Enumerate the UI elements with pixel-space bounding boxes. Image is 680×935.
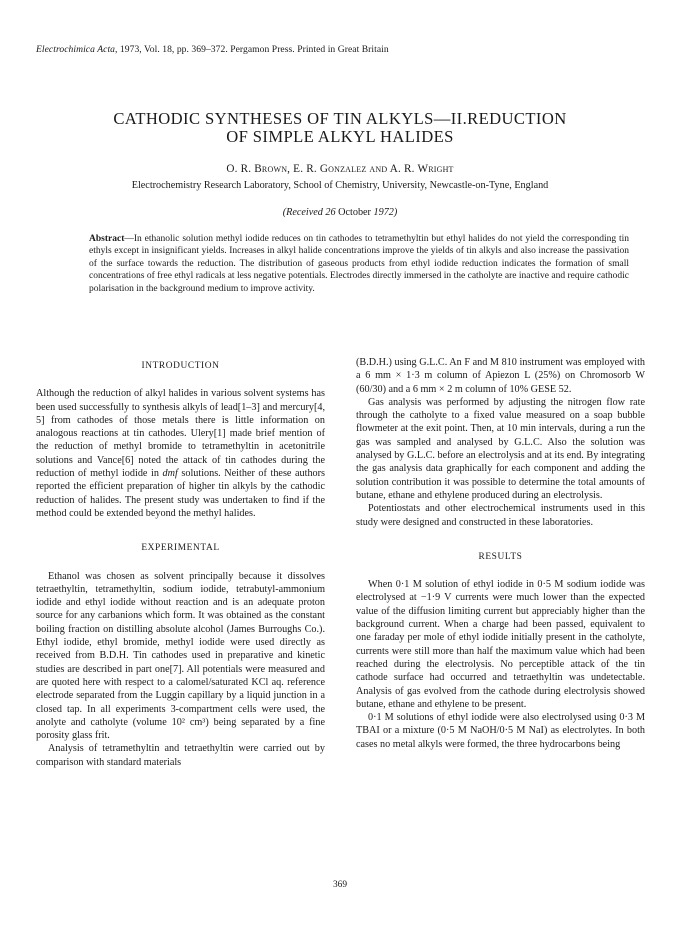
journal-citation <box>36 44 389 55</box>
experimental-heading: EXPERIMENTAL <box>141 543 220 554</box>
right-column <box>356 356 645 751</box>
results-heading: RESULTS <box>478 551 523 562</box>
intro-text-b: solutions. Neither of these authors reported the efficient preparation of higher tin alkyls by the cathodic reduction of halides. The present study was undertaken to find if the method could be extended beyond the methyl halides. <box>36 468 325 519</box>
received-open: (Received 26 <box>282 207 339 218</box>
experimental-paragraph-3: Gas analysis was performed by adjusting the nitrogen flow rate through the catholyte to a fixed value measured on a soap bubble flowmeter at the exit point. Then, at 10 min intervals, during a run the gas was sampled and analysed by G.L.C. Also the solution was analysed by G.L.C. before an electrolysis and at its end. By integrating the gas analysis data graphically for each component and adding the solution contribution it was possible to determine the total amounts of butane, ethane and ethylene produced during an electrolysis. <box>356 396 645 501</box>
results-paragraph-2: 0·1 M solutions of ethyl iodide were also electrolysed using 0·3 M TBAI or a mixture (0·5 M NaOH/0·5 M NaI) as electrolytes. In both cases no metal alkyls were formed, the three hydrocarbons being <box>356 712 645 750</box>
article-title <box>60 110 620 146</box>
title-line-1: CATHODIC SYNTHESES OF TIN ALKYLS—II.REDUCTION <box>113 109 567 128</box>
page-number: 369 <box>332 880 348 890</box>
intro-text-a: Although the reduction of alkyl halides in various solvent systems has been used successfully to synthesis alkyls of lead[1–3] and mercury[4, 5] from cathodes of those metals there is little information on analogous reactions at tin cathodes. Ulery[1] made brief mention of the reduction of methyl bromide to tetramethyltin in acetonitrile solutions and Vance[6] noted the attack of tin cathodes during the reduction of methyl iodide in <box>36 388 325 480</box>
received-date <box>40 207 640 218</box>
affiliation: Electrochemistry Research Laboratory, School of Chemistry, University, Newcastle-on-Tyne, England <box>131 180 549 191</box>
abstract <box>89 233 629 295</box>
intro-dmf: dmf <box>162 468 178 480</box>
introduction-heading: INTRODUCTION <box>141 361 220 371</box>
received-close: 1972) <box>370 207 398 218</box>
introduction-paragraph <box>36 387 325 520</box>
left-column <box>36 356 325 769</box>
abstract-label: Abstract <box>89 234 125 244</box>
title-line-2: OF SIMPLE ALKYL HALIDES <box>226 127 454 146</box>
received-month: October <box>338 207 371 218</box>
experimental-paragraph-1: Ethanol was chosen as solvent principally because it dissolves tetraethyltin, tetramethyltin, sodium iodide, tetrabutyl-ammonium iodide and ethyl iodide without reaction and is an adequate proton source for any carbanions which form. It was obtained as the constant boiling fraction on distilling absolute alcohol (James Burroughs Co.). Ethyl iodide, ethyl bromide, methyl iodide were used directly as received from B.D.H. Tin cathodes used in preparative and kinetic studies are described in part one[7]. All potentials were measured and are quoted here with respect to a calomel/saturated KCl aq. reference electrode separated from the Luggin capillary by a liquid junction in a closed tap. In all experiments 3-compartment cells were used, the anolyte and catholyte (volume 10² cm³) being separated by a fine porosity glass frit. <box>36 570 325 742</box>
citation-details: , 1973, Vol. 18, pp. 369–372. Pergamon Press. Printed in Great Britain <box>115 44 389 55</box>
journal-name: Electrochimica Acta <box>36 44 116 55</box>
experimental-paragraph-2-cont: (B.D.H.) using G.L.C. An F and M 810 instrument was employed with a 6 mm × 1·3 m column of Apiezon L (25%) on Chromosorb W (60/30) and a 6 mm × 2 m column of 10% GESE 52. <box>356 357 645 395</box>
experimental-paragraph-2: Analysis of tetramethyltin and tetraethyltin were carried out by comparison with standard materials <box>36 743 325 768</box>
abstract-text: —In ethanolic solution methyl iodide reduces on tin cathodes to tetramethyltin but ethyl halides do not yield the corresponding tin ethyls except in insignificant yields. Increases in alkyl halide concentrations improve the yields of tin alkyls and also increase the passivation of the surface towards the reduction. The distribution of gaseous products from ethyl iodide reduction indicates the formation of small concentrations of free ethyl radicals at less negative potentials. Electrodes directly immersed in the catholyte are inactive and require cathodic polarisation in the background medium to improve activity. <box>89 234 629 294</box>
experimental-paragraph-4: Potentiostats and other electrochemical instruments used in this study were designed and constructed in these laboratories. <box>356 503 645 528</box>
results-paragraph-1: When 0·1 M solution of ethyl iodide in 0·5 M sodium iodide was electrolysed at −1·9 V currents were much lower than the expected value of the diffusion limiting current but appreciably higher than the background current. When a charge had been passed, equivalent to one faraday per mole of ethyl iodide initially present in the catholyte, currents were still more than half the maximum value which had been reached during the electrolysis. No perceptible attack of the tin cathode surface had occurred and tetraethyltin was undetectable. Analysis of gas evolved from the cathode during electrolysis showed butane, ethane and ethylene to be present. <box>356 579 645 710</box>
authors: O. R. Brown, E. R. Gonzalez and A. R. Wright <box>226 163 454 175</box>
